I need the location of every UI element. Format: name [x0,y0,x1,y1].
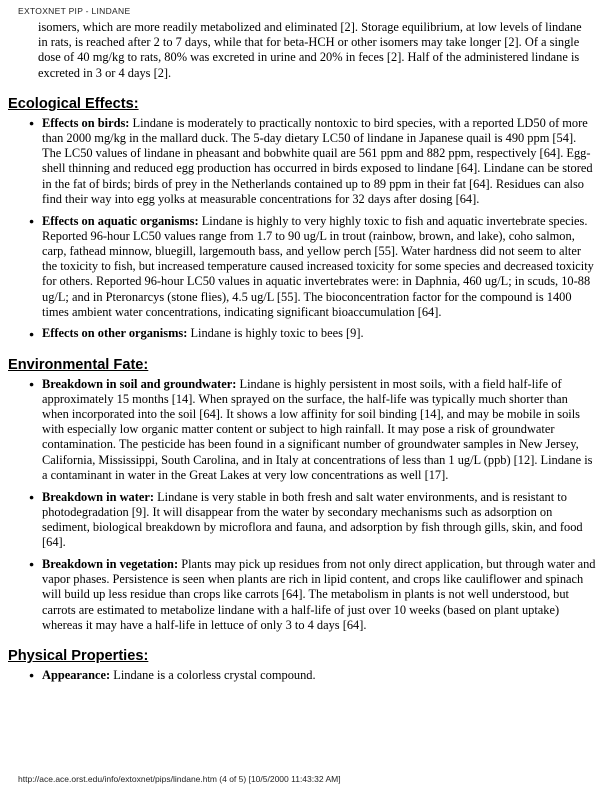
section-environmental-fate [8,356,596,633]
bullet-item [8,214,596,320]
bullet-text: Plants may pick up residues from not only direct application, but through water and vapor phases. Persistence is seen when plants are rich in lipid content, and crops like cauliflower and spinach will build up less residue than crops like carrots [64]. The metabolism in plants is not well understood, but carrots are estimated to metabolize lindane with a half-life of just over 10 weeks (based on plant uptake) whereas it may have a half-life in lettuce of only 3 to 4 days [64]. [42,556,596,632]
document-content [8,20,596,690]
bullet-text: Lindane is highly toxic to bees [9]. [190,326,364,341]
bullet-label: Breakdown in soil and groundwater: [42,376,237,391]
bullet-text: Lindane is highly to very highly toxic to fish and aquatic invertebrate species. Reported 96-hour LC50 values range from 1.7 to 90 ug/L in trout (rainbow, brown, and lake), coho salmon, carp, fathead minnow, bluegill, largemouth bass, and yellow perch [55]. Water hardness did not seem to alter the toxicity to fish, but increased temperature caused increased toxicity for some species and decreased toxicity for others. Reported 96-hour LC50 values in aquatic invertebrates were: in Daphnia, 460 ug/L; in scuds, 10-88 ug/L; and in Pteronarcys (stone flies), 4.5 ug/L [55]. The bioconcentration factor for the compound is 1400 times ambient water concentrations, indicating significant bioaccumulation [64]. [42,213,594,319]
section-ecological-effects [8,95,596,342]
bullet-list [8,668,596,683]
bullet-text: Lindane is very stable in both fresh and salt water environments, and is resistant to photodegradation [9]. It will disappear from the water by secondary mechanisms such as adsorption on sediment, biological breakdown by microflora and fauna, and adsorption by fish through gills, skin, and food [64]. [42,489,583,550]
section-heading: Physical Properties: [8,647,149,664]
bullet-text: Lindane is moderately to practically nontoxic to bird species, with a reported LD50 of more than 2000 mg/kg in the mallard duck. The 5-day dietary LC50 of lindane in Japanese quail is 490 ppm [54]. The LC50 values of lindane in pheasant and bobwhite quail are 561 ppm and 882 ppm, respectively [64]. Egg-shell thinning and reduced egg production has occurred in birds exposed to lindane [64]. Lindane can be stored in the fat of birds; birds of prey in the Netherlands contained up to 89 ppm in their fat [64]. Residues can also find their way into egg yolks at measurable concentrations for 32 days after dosing [64]. [42,115,593,206]
section-heading: Ecological Effects: [8,95,139,112]
bullet-list [8,377,596,633]
bullet-text: Lindane is highly persistent in most soils, with a field half-life of approximately 15 months [14]. When sprayed on the surface, the half-life was typically much shorter than when incorporated into the soil [64]. It shows a low affinity for soil binding [14], and may be mobile in soils with especially low organic matter content or subject to high rainfall. It may pose a risk of groundwater contamination. The pesticide has been found in a significant number of groundwater samples in New Jersey, California, Mississippi, South Carolina, and in Italy at concentrations of less than 1 ug/L (ppb) [12]. Lindane is a contaminant in water in the Great Lakes at very low concentrations as well [17]. [42,376,593,482]
bullet-label: Effects on other organisms: [42,326,188,341]
bullet-label: Breakdown in vegetation: [42,556,179,571]
bullet-label: Appearance: [42,667,111,682]
bullet-label: Breakdown in water: [42,489,154,504]
bullet-item [8,668,596,683]
section-physical-properties [8,647,596,683]
bullet-item [8,116,596,207]
bullet-item [8,557,596,633]
intro-paragraph: isomers, which are more readily metabolized and eliminated [2]. Storage equilibrium, at low levels of lindane in rats, is reached after 2 to 7 days, while that for beta-HCH or other isomers may take longer [2]. Of a single dose of 40 mg/kg to rats, 80% was excreted in urine and 20% in feces [2]. Half of the administered lindane is excreted in 3 or 4 days [2]. [38,20,582,80]
bullet-item [8,326,596,341]
bullet-label: Effects on birds: [42,115,130,130]
page-header: EXTOXNET PIP - LINDANE [18,6,131,16]
bullet-item [8,490,596,551]
bullet-item [8,377,596,483]
page-footer: http://ace.ace.orst.edu/info/extoxnet/pips/lindane.htm (4 of 5) [10/5/2000 11:43:32 AM] [18,774,341,784]
bullet-text: Lindane is a colorless crystal compound. [113,667,316,682]
bullet-list [8,116,596,342]
bullet-label: Effects on aquatic organisms: [42,213,199,228]
section-heading: Environmental Fate: [8,356,149,373]
